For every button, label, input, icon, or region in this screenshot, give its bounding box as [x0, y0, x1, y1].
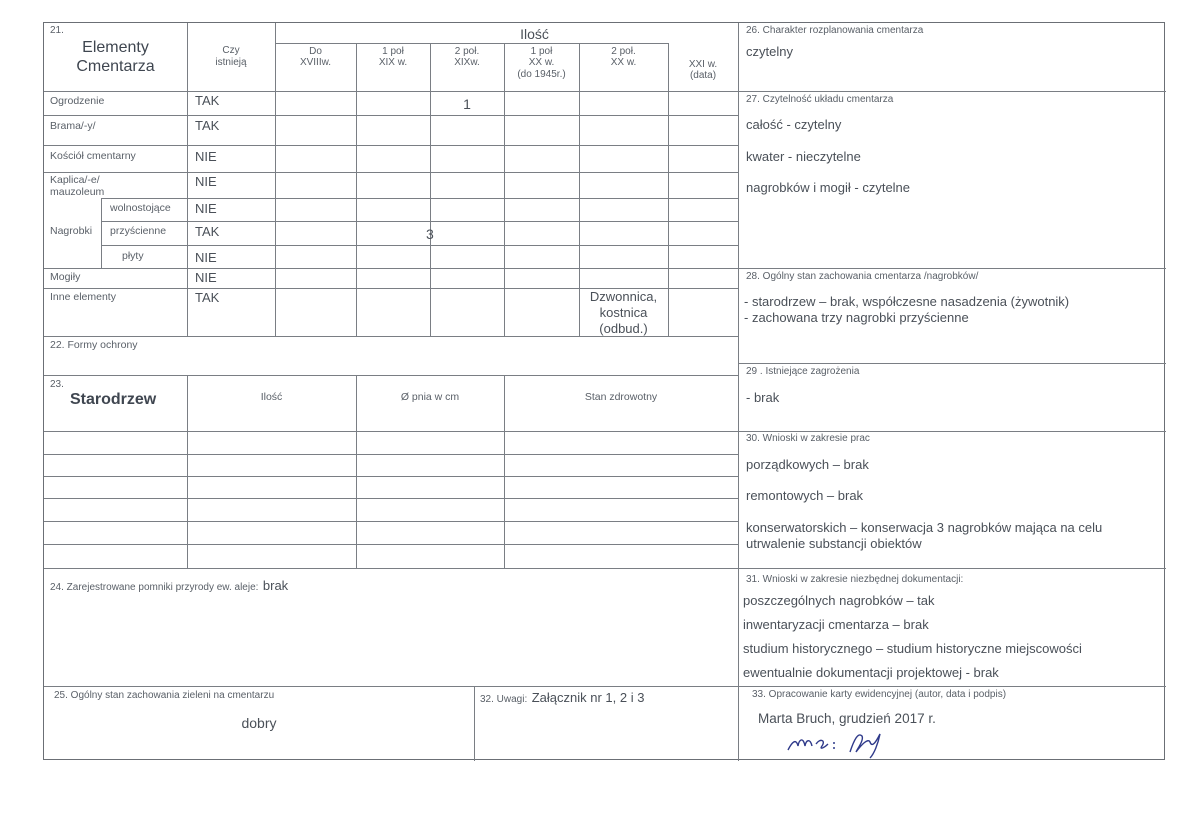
- section-value: porządkowych – brak: [746, 457, 869, 472]
- section-label: 27. Czytelność układu cmentarza: [746, 94, 894, 105]
- row-sublabel: płyty: [122, 250, 144, 262]
- divider: [44, 115, 738, 116]
- section-label: 22. Formy ochrony: [50, 339, 138, 351]
- section-value: - zachowana trzy nagrobki przyścienne: [744, 310, 969, 325]
- section-value: ewentualnie dokumentacji projektowej - brak: [743, 665, 999, 680]
- divider: [44, 454, 738, 455]
- section-label: 30. Wnioski w zakresie prac: [746, 433, 870, 444]
- column-header: Czy: [222, 45, 240, 56]
- divider: [430, 43, 431, 336]
- period-header: XIXw.: [454, 57, 480, 68]
- section-value: - brak: [746, 390, 780, 405]
- row-label: Kaplica/-e/: [50, 174, 100, 186]
- divider: [44, 431, 1166, 432]
- section-value: poszczególnych nagrobków – tak: [743, 593, 935, 608]
- evidence-card-form: [43, 22, 1165, 760]
- section-label: 32. Uwagi:: [480, 694, 528, 705]
- section-value: remontowych – brak: [746, 488, 864, 503]
- period-header: 1 poł: [382, 46, 404, 57]
- divider: [44, 268, 1166, 269]
- divider: [668, 43, 669, 336]
- quantity-header: Ilość: [520, 26, 549, 42]
- divider: [44, 544, 738, 545]
- section-value: całość - czytelny: [746, 117, 842, 132]
- column-header: istnieją: [215, 57, 247, 68]
- row-exists: NIE: [195, 149, 217, 164]
- row-exists: NIE: [195, 201, 217, 216]
- row-exists: NIE: [195, 270, 217, 285]
- divider: [44, 91, 1166, 92]
- period-header: XXI w.: [688, 59, 718, 70]
- divider: [44, 498, 738, 499]
- section-label: 33. Opracowanie karty ewidencyjnej (autor, data i podpis): [752, 689, 1007, 700]
- row-label: Ogrodzenie: [50, 95, 105, 107]
- period-header: (do 1945r.): [517, 69, 566, 80]
- divider: [44, 476, 738, 477]
- row-exists: TAK: [195, 224, 220, 239]
- signature-icon: [784, 726, 894, 760]
- section-value: konserwatorskich – konserwacja 3 nagrobków mająca na celu: [746, 520, 1103, 535]
- section-value: czytelny: [746, 44, 793, 59]
- row-note: Dzwonnica,: [589, 289, 658, 304]
- divider: [44, 145, 738, 146]
- divider: [504, 43, 505, 336]
- remarks: [480, 689, 644, 707]
- period-header: XIX w.: [378, 57, 408, 68]
- section-label: 28. Ogólny stan zachowania cmentarza /nagrobków/: [746, 271, 979, 282]
- section-number: 21.: [50, 25, 64, 36]
- section-value: utrwalenie substancji obiektów: [746, 536, 922, 551]
- period-header: XVIIIw.: [299, 57, 332, 68]
- divider: [738, 23, 739, 761]
- row-note: (odbud.): [599, 321, 648, 336]
- section-label: 31. Wnioski w zakresie niezbędnej dokumentacji:: [746, 574, 964, 585]
- period-header: (data): [689, 70, 717, 81]
- divider: [356, 375, 357, 568]
- section-value: - starodrzew – brak, współczesne nasadzenia (żywotnik): [744, 294, 1070, 309]
- divider: [187, 375, 188, 568]
- divider: [275, 43, 668, 44]
- column-header: Ø pnia w cm: [400, 391, 460, 403]
- section-value: Marta Bruch, grudzień 2017 r.: [758, 711, 936, 726]
- row-label: Brama/-y/: [50, 120, 96, 132]
- row-exists: TAK: [195, 290, 220, 305]
- row-exists: TAK: [195, 118, 220, 133]
- row-count: 3: [426, 226, 434, 242]
- divider: [101, 198, 102, 268]
- divider: [275, 23, 276, 336]
- period-header: 1 poł: [530, 46, 553, 57]
- divider: [44, 521, 738, 522]
- divider: [101, 221, 738, 222]
- row-exists: NIE: [195, 250, 217, 265]
- row-note: kostnica: [599, 305, 648, 320]
- row-exists: TAK: [195, 93, 220, 108]
- section-value: brak: [262, 578, 289, 593]
- divider: [738, 363, 1166, 364]
- divider: [44, 686, 1166, 687]
- section-label: 26. Charakter rozplanowania cmentarza: [746, 25, 924, 36]
- row-sublabel: wolnostojące: [110, 202, 171, 214]
- row-sublabel: przyścienne: [110, 225, 167, 237]
- section-value: dobry: [241, 715, 277, 731]
- natural-monuments: [50, 577, 288, 595]
- section-number: 23.: [50, 379, 64, 390]
- period-header: 2 poł.: [611, 46, 636, 57]
- section-label: 24. Zarejestrowane pomniki przyrody ew. aleje:: [50, 582, 259, 593]
- old-trees-title: Starodrzew: [70, 391, 157, 408]
- divider: [474, 686, 475, 761]
- divider: [187, 23, 188, 336]
- period-header: Do: [309, 46, 322, 57]
- section-value: kwater - nieczytelne: [746, 149, 861, 164]
- divider: [504, 375, 505, 568]
- row-exists: NIE: [195, 174, 217, 189]
- section-label: 29 . Istniejące zagrożenia: [746, 366, 860, 377]
- divider: [44, 375, 738, 376]
- section-value: studium historycznego – studium historyczne miejscowości: [743, 641, 1082, 656]
- period-header: XX w.: [528, 57, 555, 68]
- section-label: 25. Ogólny stan zachowania zieleni na cmentarzu: [54, 690, 275, 701]
- divider: [101, 245, 738, 246]
- period-header: XX w.: [610, 57, 637, 68]
- divider: [101, 198, 738, 199]
- section-value: nagrobków i mogił - czytelne: [746, 180, 911, 195]
- section-value: Załącznik nr 1, 2 i 3: [531, 690, 645, 705]
- row-label: Nagrobki: [50, 225, 93, 237]
- row-count: 1: [463, 96, 471, 112]
- divider: [356, 43, 357, 336]
- section-value: inwentaryzacji cmentarza – brak: [743, 617, 929, 632]
- elements-title: Cmentarza: [76, 58, 155, 75]
- row-label: Inne elementy: [50, 291, 116, 303]
- row-label: mauzoleum: [50, 186, 105, 198]
- row-label: Mogiły: [50, 271, 81, 283]
- column-header: Ilość: [260, 391, 283, 403]
- elements-title: Elementy: [82, 39, 149, 56]
- divider: [44, 568, 1166, 569]
- divider: [44, 172, 738, 173]
- column-header: Stan zdrowotny: [584, 391, 658, 403]
- period-header: 2 poł.: [454, 46, 480, 57]
- row-label: Kościół cmentarny: [50, 150, 136, 162]
